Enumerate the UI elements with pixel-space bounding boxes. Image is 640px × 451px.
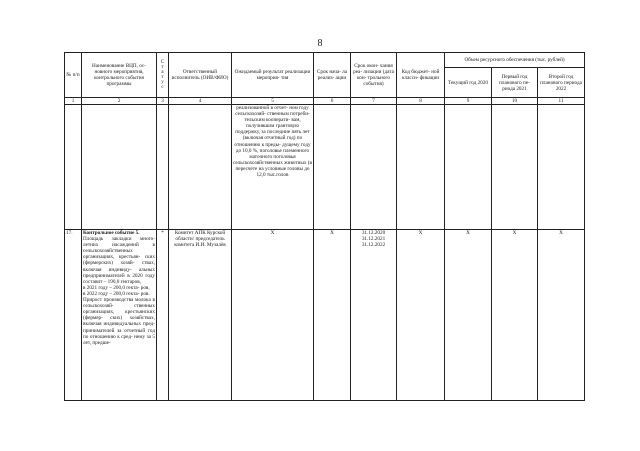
row-name-line: в 2021 году – 200,0 гекта- ров,	[83, 284, 150, 291]
header-status: Статус	[157, 53, 169, 98]
col-number: 4	[169, 98, 232, 105]
row-2022	[538, 105, 585, 230]
header-result: Ожидаемый результат реализации мероприя- тия	[232, 53, 314, 98]
row-2021	[492, 105, 538, 230]
page-number: 8	[317, 38, 323, 49]
end-date: 31.12.2021	[361, 236, 386, 243]
row-name-line: Площадь закладки много- летних насаждений в сельскохозяйственных организациях, крестьян- ских (фермерских) хозяй- ствах, включая индивиду- альных предпринимателей в 2020 году составит – 190,0 гектаров,	[83, 236, 155, 285]
row-num	[65, 105, 82, 230]
col-number: 1	[65, 98, 82, 105]
header-end: Срок окон- чания реа- лизации (дата кон- трольного события)	[351, 53, 397, 98]
header-num: № п/п	[65, 53, 82, 98]
row-2021: X	[492, 230, 538, 401]
row-2020: X	[445, 230, 492, 401]
end-date: 31.12.2022	[361, 242, 386, 249]
header-start: Срок нача- ла реализ- ации	[314, 53, 351, 98]
row-2022: X	[538, 230, 585, 401]
row-kbk: X	[397, 230, 445, 401]
row-executor	[169, 105, 232, 230]
header-year-2022: Второй год планового периода 2022	[538, 68, 585, 98]
header-resources: Объем ресурсного обеспечения (тыс. рублей)	[445, 53, 585, 68]
row-result: реализованной в отчет- ном году сельскохозяй- ственным потреби- тельским кооперати- вам, получившим грантовую поддержку, за последние пять лет (включая отчетный год) по отношению к преды- дущему году до 10,0 %, поголовье племенного маточного поголовья сельскохозяйственных животных (в пересчете на условные головы до 12,0 тыс.голов	[232, 105, 314, 230]
row-end	[351, 230, 397, 401]
row-name-line: Прирост производства молока в сельскохозяй- ственных организациях, крестьянских (фермер- ских) хозяйствах, включая индивидуальных пред- принимателей за отчетный год по отношению к сред- нему за 5 лет, предше-	[83, 297, 155, 346]
control-event-title: Контрольное событие 5.	[83, 230, 140, 236]
row-status: *	[157, 230, 169, 401]
row-name	[82, 230, 157, 401]
end-date: 31.12.2020	[361, 230, 386, 236]
row-num: 17.	[65, 230, 82, 401]
col-number: 6	[314, 98, 351, 105]
row-name	[82, 105, 157, 230]
row-status	[157, 105, 169, 230]
table-row	[65, 105, 585, 230]
row-name-line: в 2022 году – 200,0 гекта- ров.	[83, 290, 150, 297]
row-end	[351, 105, 397, 230]
header-executor: Ответственный исполнитель (ОИВ/ФИО)	[169, 53, 232, 98]
column-numbers-row	[65, 98, 585, 105]
col-number: 11	[538, 98, 585, 105]
row-kbk	[397, 105, 445, 230]
header-year-2020: Текущий год 2020	[445, 68, 492, 98]
row-result: X	[232, 230, 314, 401]
table-row	[65, 230, 585, 401]
header-name: Наименование ВЦП, ос- новного мероприятия, контрольного события программы	[82, 53, 157, 98]
col-number: 5	[232, 98, 314, 105]
row-start	[314, 105, 351, 230]
row-start: X	[314, 230, 351, 401]
col-number: 2	[82, 98, 157, 105]
col-number: 10	[492, 98, 538, 105]
header-year-2021: Первый год планового пе- риода 2021	[492, 68, 538, 98]
col-number: 7	[351, 98, 397, 105]
row-2020	[445, 105, 492, 230]
row-executor: Комитет АПК Курской области/ председатель комитета И.И. Музалёв	[169, 230, 232, 401]
col-number: 9	[445, 98, 492, 105]
header-kbk: Код бюджет- ной класси- фикации	[397, 53, 445, 98]
header-row	[65, 53, 585, 68]
program-table	[64, 52, 585, 401]
col-number: 8	[397, 98, 445, 105]
col-number: 3	[157, 98, 169, 105]
